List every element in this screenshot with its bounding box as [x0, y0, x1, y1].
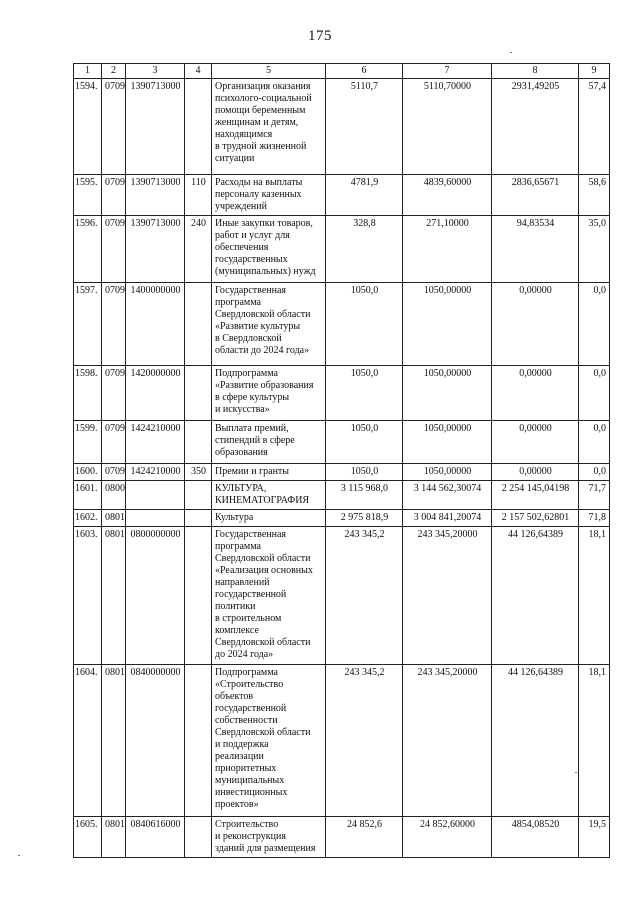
expense-type: [185, 817, 212, 858]
target-code: 0840000000: [126, 665, 185, 817]
expense-type: 110: [185, 175, 212, 216]
value-col6: 1050,0: [326, 283, 403, 366]
item-name: Государственная программа Свердловской области «Развитие культуры в Свердловской области до 2024 года»: [212, 283, 326, 366]
value-col6: 5110,7: [326, 79, 403, 175]
expense-type: [185, 421, 212, 464]
percent-col9: 0,0: [579, 421, 610, 464]
expense-type: [185, 79, 212, 175]
row-number: 1596.: [74, 216, 102, 283]
value-col6: 1050,0: [326, 464, 403, 481]
value-col7: 1050,00000: [403, 421, 492, 464]
percent-col9: 71,7: [579, 481, 610, 510]
percent-col9: 19,5: [579, 817, 610, 858]
section-code: 0709: [102, 464, 126, 481]
item-name: Подпрограмма «Развитие образования в сфере культуры и искусства»: [212, 366, 326, 421]
target-code: 1390713000: [126, 79, 185, 175]
item-name: Подпрограмма «Строительство объектов государственной собственности Свердловской области и поддержка реализации приоритетных муниципальных инвестиционных проектов»: [212, 665, 326, 817]
value-col8: 2 157 502,62801: [492, 510, 579, 527]
value-col7: 1050,00000: [403, 366, 492, 421]
header-cell: 1: [74, 64, 102, 79]
value-col8: 94,83534: [492, 216, 579, 283]
header-cell: 6: [326, 64, 403, 79]
header-cell: 4: [185, 64, 212, 79]
row-number: 1605.: [74, 817, 102, 858]
percent-col9: 0,0: [579, 464, 610, 481]
section-code: 0801: [102, 665, 126, 817]
value-col6: 2 975 818,9: [326, 510, 403, 527]
item-name: КУЛЬТУРА, КИНЕМАТОГРАФИЯ: [212, 481, 326, 510]
table-row: [74, 216, 610, 283]
value-col6: 243 345,2: [326, 665, 403, 817]
value-col8: 0,00000: [492, 464, 579, 481]
expense-type: [185, 283, 212, 366]
value-col6: 4781,9: [326, 175, 403, 216]
item-name: Иные закупки товаров, работ и услуг для обеспечения государственных (муниципальных) нужд: [212, 216, 326, 283]
section-code: 0801: [102, 510, 126, 527]
item-name: Культура: [212, 510, 326, 527]
section-code: 0801: [102, 527, 126, 665]
expense-type: [185, 527, 212, 665]
target-code: 1424210000: [126, 421, 185, 464]
percent-col9: 35,0: [579, 216, 610, 283]
value-col7: 243 345,20000: [403, 527, 492, 665]
scan-speck: [575, 772, 577, 773]
budget-table: [73, 63, 610, 858]
table-row: [74, 421, 610, 464]
item-name: Строительство и реконструкция зданий для размещения: [212, 817, 326, 858]
expense-type: [185, 366, 212, 421]
value-col6: 1050,0: [326, 421, 403, 464]
table-header-row: [74, 64, 610, 79]
value-col8: 0,00000: [492, 421, 579, 464]
target-code: [126, 481, 185, 510]
header-cell: 3: [126, 64, 185, 79]
header-cell: 2: [102, 64, 126, 79]
percent-col9: 0,0: [579, 283, 610, 366]
target-code: 0800000000: [126, 527, 185, 665]
section-code: 0709: [102, 283, 126, 366]
section-code: 0709: [102, 366, 126, 421]
percent-col9: 58,6: [579, 175, 610, 216]
value-col8: 0,00000: [492, 283, 579, 366]
expense-type: 350: [185, 464, 212, 481]
value-col7: 243 345,20000: [403, 665, 492, 817]
table-row: [74, 817, 610, 858]
scan-speck: [18, 855, 20, 856]
value-col7: 3 144 562,30074: [403, 481, 492, 510]
value-col8: 44 126,64389: [492, 527, 579, 665]
section-code: 0801: [102, 817, 126, 858]
section-code: 0800: [102, 481, 126, 510]
expense-type: [185, 665, 212, 817]
percent-col9: 18,1: [579, 527, 610, 665]
header-cell: 5: [212, 64, 326, 79]
table-row: [74, 665, 610, 817]
target-code: 1390713000: [126, 216, 185, 283]
value-col8: 2931,49205: [492, 79, 579, 175]
page-number: 175: [308, 28, 332, 44]
row-number: 1594.: [74, 79, 102, 175]
target-code: 1400000000: [126, 283, 185, 366]
item-name: Государственная программа Свердловской области «Реализация основных направлений государственной политики в строительном комплексе Свердловской области до 2024 года»: [212, 527, 326, 665]
target-code: [126, 510, 185, 527]
row-number: 1604.: [74, 665, 102, 817]
section-code: 0709: [102, 421, 126, 464]
value-col7: 1050,00000: [403, 464, 492, 481]
row-number: 1601.: [74, 481, 102, 510]
row-number: 1602.: [74, 510, 102, 527]
table-row: [74, 464, 610, 481]
expense-type: [185, 481, 212, 510]
header-cell: 9: [579, 64, 610, 79]
target-code: 1390713000: [126, 175, 185, 216]
expense-type: 240: [185, 216, 212, 283]
value-col6: 24 852,6: [326, 817, 403, 858]
value-col6: 3 115 968,0: [326, 481, 403, 510]
scan-speck: [510, 52, 512, 53]
value-col6: 1050,0: [326, 366, 403, 421]
target-code: 0840616000: [126, 817, 185, 858]
value-col6: 328,8: [326, 216, 403, 283]
table-row: [74, 79, 610, 175]
header-cell: 7: [403, 64, 492, 79]
value-col8: 2 254 145,04198: [492, 481, 579, 510]
target-code: 1420000000: [126, 366, 185, 421]
section-code: 0709: [102, 175, 126, 216]
percent-col9: 71,8: [579, 510, 610, 527]
percent-col9: 0,0: [579, 366, 610, 421]
row-number: 1597.: [74, 283, 102, 366]
table-row: [74, 175, 610, 216]
value-col8: 4854,08520: [492, 817, 579, 858]
target-code: 1424210000: [126, 464, 185, 481]
value-col8: 0,00000: [492, 366, 579, 421]
value-col7: 271,10000: [403, 216, 492, 283]
percent-col9: 18,1: [579, 665, 610, 817]
value-col7: 24 852,60000: [403, 817, 492, 858]
value-col7: 4839,60000: [403, 175, 492, 216]
value-col8: 2836,65671: [492, 175, 579, 216]
row-number: 1603.: [74, 527, 102, 665]
item-name: Организация оказания психолого-социальной помощи беременным женщинам и детям, находящимся в трудной жизненной ситуации: [212, 79, 326, 175]
table-row: [74, 481, 610, 510]
table-row: [74, 366, 610, 421]
value-col7: 1050,00000: [403, 283, 492, 366]
row-number: 1600.: [74, 464, 102, 481]
value-col8: 44 126,64389: [492, 665, 579, 817]
item-name: Выплата премий, стипендий в сфере образования: [212, 421, 326, 464]
header-cell: 8: [492, 64, 579, 79]
value-col7: 3 004 841,20074: [403, 510, 492, 527]
item-name: Расходы на выплаты персоналу казенных учреждений: [212, 175, 326, 216]
row-number: 1599.: [74, 421, 102, 464]
value-col7: 5110,70000: [403, 79, 492, 175]
table-body: [74, 64, 610, 858]
table-row: [74, 510, 610, 527]
section-code: 0709: [102, 79, 126, 175]
expense-type: [185, 510, 212, 527]
item-name: Премии и гранты: [212, 464, 326, 481]
value-col6: 243 345,2: [326, 527, 403, 665]
table-row: [74, 283, 610, 366]
table-row: [74, 527, 610, 665]
row-number: 1595.: [74, 175, 102, 216]
section-code: 0709: [102, 216, 126, 283]
percent-col9: 57,4: [579, 79, 610, 175]
row-number: 1598.: [74, 366, 102, 421]
